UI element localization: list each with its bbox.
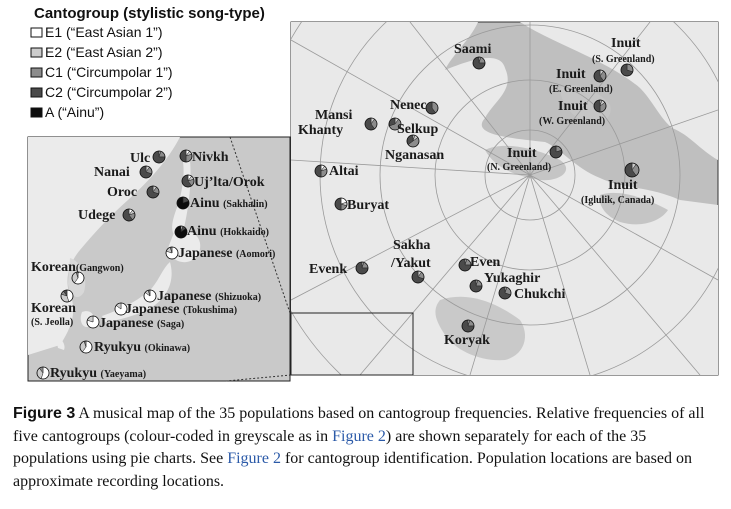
- label-inuit-e-greenland: Inuit: [556, 67, 586, 82]
- label-inuit-w-greenland: Inuit: [558, 99, 588, 114]
- label-inuit-w-greenland-sub: (W. Greenland): [539, 116, 606, 127]
- pie-ryukyu-okinawa: [80, 341, 92, 353]
- legend-item-a: A (“Ainu”): [45, 104, 105, 120]
- label-inuit-s-greenland-sub: (S. Greenland): [592, 54, 655, 65]
- label-nivkh: Nivkh: [192, 150, 229, 165]
- label-nanai: Nanai: [94, 165, 130, 180]
- pie-ulc: [153, 151, 165, 163]
- label-selkup: Selkup: [397, 122, 439, 137]
- pie-japanese-saga: [87, 316, 99, 328]
- pie-ainu-sakhalin: [177, 197, 189, 209]
- pie-nenec: [426, 102, 438, 114]
- legend-item-c2: C2 (“Circumpolar 2”): [45, 84, 173, 100]
- label-japanese-aomori: Japanese (Aomori): [178, 246, 276, 261]
- legend-title: Cantogroup (stylistic song-type): [34, 5, 265, 22]
- label-chukchi: Chukchi: [514, 287, 566, 302]
- legend: [31, 5, 265, 120]
- legend-item-e1: E1 (“East Asian 1”): [45, 24, 163, 40]
- legend-swatch-e1: [31, 28, 42, 37]
- pie-inuit-s-greenland: [621, 64, 633, 76]
- label-altai: Altai: [329, 164, 359, 179]
- pie-japanese-shizuoka: [144, 290, 156, 302]
- label-even: Even: [470, 255, 501, 270]
- pie-nanai: [140, 166, 152, 178]
- label-inuit-e-greenland-sub: (E. Greenland): [549, 84, 613, 95]
- pie-mansi-khanty: [365, 118, 377, 130]
- label-ujlta-orok: Uj’lta/Orok: [194, 175, 265, 190]
- pie-buryat: [335, 198, 347, 210]
- label-yukaghir: Yukaghir: [484, 271, 541, 286]
- legend-swatch-a: [31, 108, 42, 117]
- label-korean-gangwon: Korean(Gangwon): [31, 260, 124, 275]
- label-japanese-tokushima: Japanese (Tokushima): [125, 302, 238, 317]
- pie-evenk: [356, 262, 368, 274]
- pie-udege: [123, 209, 135, 221]
- label-koryak: Koryak: [444, 333, 490, 348]
- legend-item-c1: C1 (“Circumpolar 1”): [45, 64, 173, 80]
- legend-item-e2: E2 (“East Asian 2”): [45, 44, 163, 60]
- pie-inuit-w-greenland: [594, 100, 606, 112]
- label-yakut: /Yakut: [391, 256, 431, 271]
- label-inuit-iglulik-sub: (Iglulik, Canada): [581, 195, 655, 206]
- label-ryukyu-yaeyama: Ryukyu (Yaeyama): [50, 366, 147, 381]
- pie-saami: [473, 57, 485, 69]
- pie-nivkh: [180, 150, 192, 162]
- figure-caption: [13, 403, 723, 493]
- label-nganasan: Nganasan: [385, 148, 445, 163]
- label-japanese-saga: Japanese (Saga): [99, 316, 185, 331]
- label-inuit-n-greenland-sub: (N. Greenland): [487, 162, 552, 173]
- label-ainu-sakhalin: Ainu (Sakhalin): [190, 196, 268, 211]
- label-mansi: Mansi: [315, 108, 353, 123]
- pie-ainu-hokkaido: [175, 226, 187, 238]
- label-korean-s-jeolla-sub: (S. Jeolla): [31, 317, 74, 328]
- pie-ujlta-orok: [182, 175, 194, 187]
- pie-chukchi: [499, 287, 511, 299]
- legend-swatch-c1: [31, 68, 42, 77]
- caption-text-2: ) are shown separately for each of the 35 populations using pie charts. See: [13, 427, 647, 467]
- label-inuit-n-greenland: Inuit: [507, 146, 537, 161]
- caption-label: Figure 3: [13, 405, 76, 422]
- pie-sakha-yakut: [412, 271, 424, 283]
- label-ainu-hokkaido: Ainu (Hokkaido): [187, 224, 269, 239]
- label-khanty: Khanty: [298, 123, 344, 138]
- label-japanese-shizuoka: Japanese (Shizuoka): [157, 289, 262, 304]
- caption-link-figure-2[interactable]: Figure 2: [332, 427, 386, 445]
- pie-inuit-n-greenland: [550, 146, 562, 158]
- label-korean-s-jeolla: Korean: [31, 301, 76, 316]
- label-oroc: Oroc: [107, 185, 138, 200]
- label-saami: Saami: [454, 42, 492, 57]
- pie-altai: [315, 165, 327, 177]
- label-sakha: Sakha: [393, 238, 431, 253]
- label-ryukyu-okinawa: Ryukyu (Okinawa): [94, 340, 191, 355]
- pie-oroc: [147, 186, 159, 198]
- label-nenec: Nenec: [390, 98, 427, 113]
- pie-yukaghir: [470, 280, 482, 292]
- label-buryat: Buryat: [347, 198, 389, 213]
- label-ulc: Ulc: [130, 151, 151, 166]
- main-map: [255, 0, 731, 450]
- pie-japanese-aomori: [166, 247, 178, 259]
- legend-swatch-e2: [31, 48, 42, 57]
- pie-inuit-e-greenland: [594, 70, 606, 82]
- label-udege: Udege: [78, 208, 116, 223]
- label-inuit-iglulik: Inuit: [608, 178, 638, 193]
- pie-ryukyu-yaeyama: [37, 367, 49, 379]
- legend-swatch-c2: [31, 88, 42, 97]
- pie-koryak: [462, 320, 474, 332]
- label-inuit-s-greenland: Inuit: [611, 36, 641, 51]
- label-evenk: Evenk: [309, 262, 348, 277]
- pie-inuit-iglulik: [625, 163, 639, 177]
- caption-text-3: for cantogroup identification. Population locations are based on approximate recording locations.: [13, 450, 692, 490]
- caption-text-1: A musical map of the 35 populations based on cantogroup frequencies. Relative frequencies of all five cantogroups (colour-coded in greyscale as in: [13, 405, 705, 445]
- caption-link-figure-2-second[interactable]: Figure 2: [227, 450, 281, 467]
